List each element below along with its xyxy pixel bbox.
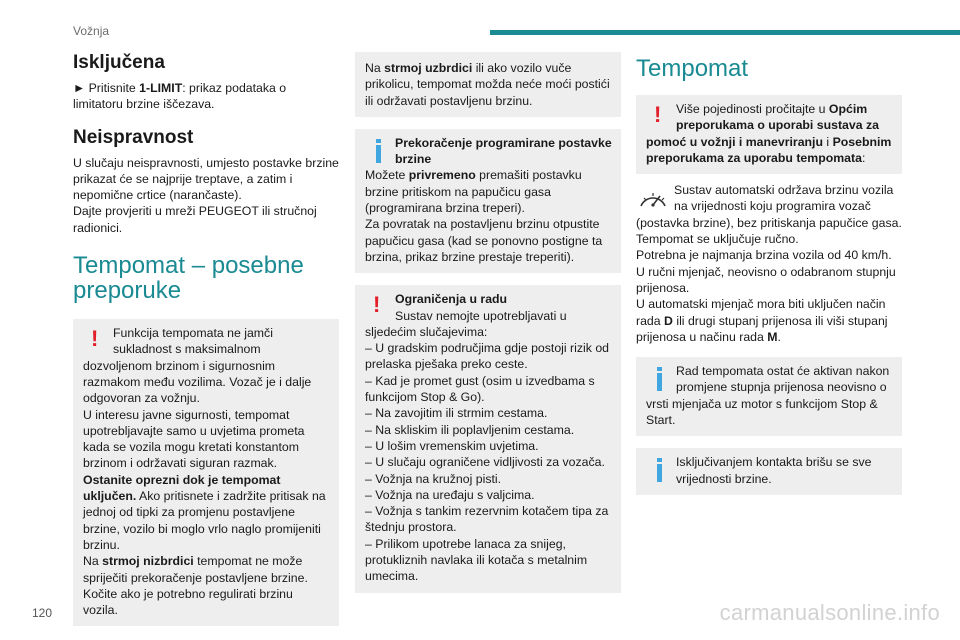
info-stop-start-text: Rad tempomata ostat će aktivan nakon promjene stupnja prijenosa neovisno o vrsti mjenjača uz motor s funkcijom Stop & Start. (646, 364, 890, 428)
exclamation-warning-icon: ! (654, 102, 662, 127)
desc-paragraph-5: U automatski mjenjač mora biti uključen način rada D ili drugi stupanj prijenosa ili viši stupanj prijenosa u načinu rada M. (636, 297, 888, 344)
heading-neispravnost: Neispravnost (73, 126, 194, 148)
ogranicenja-list-item: – Vožnja s tankim rezervnim kotačem tipa za štednju prostora. (365, 504, 609, 535)
page-number: 120 (32, 606, 53, 620)
desc-paragraph-4: U ručni mjenjač, neovisno o odabranom stupnju prijenosa. (636, 264, 896, 295)
cruise-control-gauge-icon (636, 184, 670, 214)
info-box-kontakt (636, 448, 902, 495)
warning-box-ogranicenja (355, 285, 621, 592)
tempomat-description (636, 182, 902, 345)
warning-text-3: Ostanite oprezni dok je tempomat uključen. Ako pritisnete i zadržite pritisak na jednoj od tipki za promjenu postavljene brzine, vozilo bi moglo vrlo naglo promijeniti brzinu. (83, 472, 326, 552)
warning-icon-holder (83, 325, 111, 357)
heading-tempomat-preporuke: Tempomat – posebne preporuke (73, 252, 304, 305)
warning-text-4: Na strmoj nizbrdici tempomat ne može spriječiti prekoračenje postavljene brzine. Kočite ako je potrebno regulirati brzinu vozila. (83, 554, 308, 618)
column-right (636, 52, 902, 495)
bullet-arrow-icon: ► (73, 81, 86, 95)
prekoracenje-title: Prekoračenje programirane postavke brzine (395, 135, 612, 167)
info-box-prekoracenje (355, 129, 621, 273)
watermark: carmanualsonline.info (719, 600, 940, 625)
column-left (73, 52, 339, 626)
section-label: Vožnja (73, 24, 110, 38)
uzbrdica-text: Na strmoj uzbrdici ili ako vozilo vuče prikolicu, tempomat možda neće moći postići ili održavati postavljenu brzinu. (365, 61, 610, 108)
neispravnost-paragraph: U slučaju neispravnosti, umjesto postavke brzine prikazat će se najprije treptave, a zatim i nepomične crtice (narančaste). (73, 155, 339, 203)
warning-box-preporuke (73, 319, 339, 626)
info-icon-holder (365, 135, 393, 167)
info-icon-holder (646, 454, 674, 486)
prekoracenje-text-2: Za povratak na postavljenu brzinu otpustite papučicu gasa (kad se ponovno postigne ta brzina, prikaz brzine prestaje treperiti). (365, 217, 603, 264)
ogranicenja-list-item: – U lošim vremenskim uvjetima. (365, 438, 539, 453)
info-icon-holder (646, 363, 674, 395)
ogranicenja-intro: Sustav nemojte upotrebljavati u sljedećim slučajevima: (365, 308, 567, 339)
warning-icon-holder (365, 291, 393, 323)
ogranicenja-list-item: – Vožnja na uređaju s valjcima. (365, 487, 535, 502)
desc-paragraph-3: Potrebna je najmanja brzina vozila od 40 km/h. (636, 248, 892, 263)
ogranicenja-list-item: – Vožnja na kružnoj pisti. (365, 471, 502, 486)
ogranicenja-list-item: – Prilikom upotrebe lanaca za snijeg, protukliznih navlaka ili kotača s metalnim umecima. (365, 536, 588, 584)
ogranicenja-list-item: – U gradskim područjima gdje postoji rizik od prelaska pješaka preko ceste. (365, 341, 609, 372)
heading-tempomat: Tempomat (636, 55, 749, 82)
warning-box-tempomat (636, 95, 902, 174)
ogranicenja-list-item: – Na zavojitim ili strmim cestama. (365, 406, 548, 421)
note-box-uzbrdica (355, 52, 621, 117)
exclamation-warning-icon: ! (373, 292, 381, 318)
iskljucena-paragraph: ► Pritisnite 1-LIMIT: prikaz podataka o limitatoru brzine iščezava. (73, 81, 287, 112)
warning-text-2: U interesu javne sigurnosti, tempomat upotrebljavajte samo u uvjetima prometa kada se vozila mogu kretati konstantom brzinom i održavati siguran razmak. (83, 407, 305, 471)
ogranicenja-list (365, 340, 613, 584)
info-icon (372, 139, 386, 163)
tempomat-warning-text: Više pojedinosti pročitajte u Općim preporukama o uporabi sustava za pomoć u vožnji i manevriranju i Posebnim preporukama za uporabu tempomata: (646, 102, 892, 165)
prekoracenje-text: Možete privremeno premašiti postavku brzine pritiskom na papučicu gasa (programirana brzina treperi). (365, 168, 582, 216)
heading-iskljucena: Isključena (73, 52, 165, 73)
info-box-stop-start (636, 357, 902, 436)
section-accent-bar (490, 30, 960, 35)
ogranicenja-title: Ograničenja u radu (395, 292, 508, 307)
warning-icon-holder (646, 101, 674, 133)
exclamation-warning-icon: ! (91, 326, 99, 352)
warning-text-1: Funkcija tempomata ne jamči sukladnost s maksimalnom dozvoljenom brzinom i sigurnosnim razmakom među vozilima. Vozač je i dalje odgovoran za vožnju. (83, 326, 312, 406)
desc-paragraph-1: Sustav automatski održava brzinu vozila na vrijednosti koju programira vozač (postavka brzine), bez pritiskanja papučice gasa. (636, 183, 902, 230)
ogranicenja-list-item: – Na skliskim ili poplavljenim cestama. (365, 422, 575, 437)
desc-paragraph-2: Tempomat se uključuje ručno. (636, 232, 799, 247)
info-kontakt-text: Isključivanjem kontakta brišu se sve vrijednosti brzine. (676, 455, 872, 486)
ogranicenja-list-item: – Kad je promet gust (osim u izvedbama s funkcijom Stop & Go). (365, 373, 595, 405)
column-middle (355, 52, 621, 593)
neispravnost-paragraph-2: Dajte provjeriti u mreži PEUGEOT ili stručnoj radionici. (73, 204, 317, 235)
key-label: 1-LIMIT (139, 81, 183, 95)
info-icon (653, 458, 667, 482)
ogranicenja-list-item: – U slučaju ograničene vidljivosti za vozača. (365, 455, 605, 470)
info-icon (653, 367, 667, 391)
